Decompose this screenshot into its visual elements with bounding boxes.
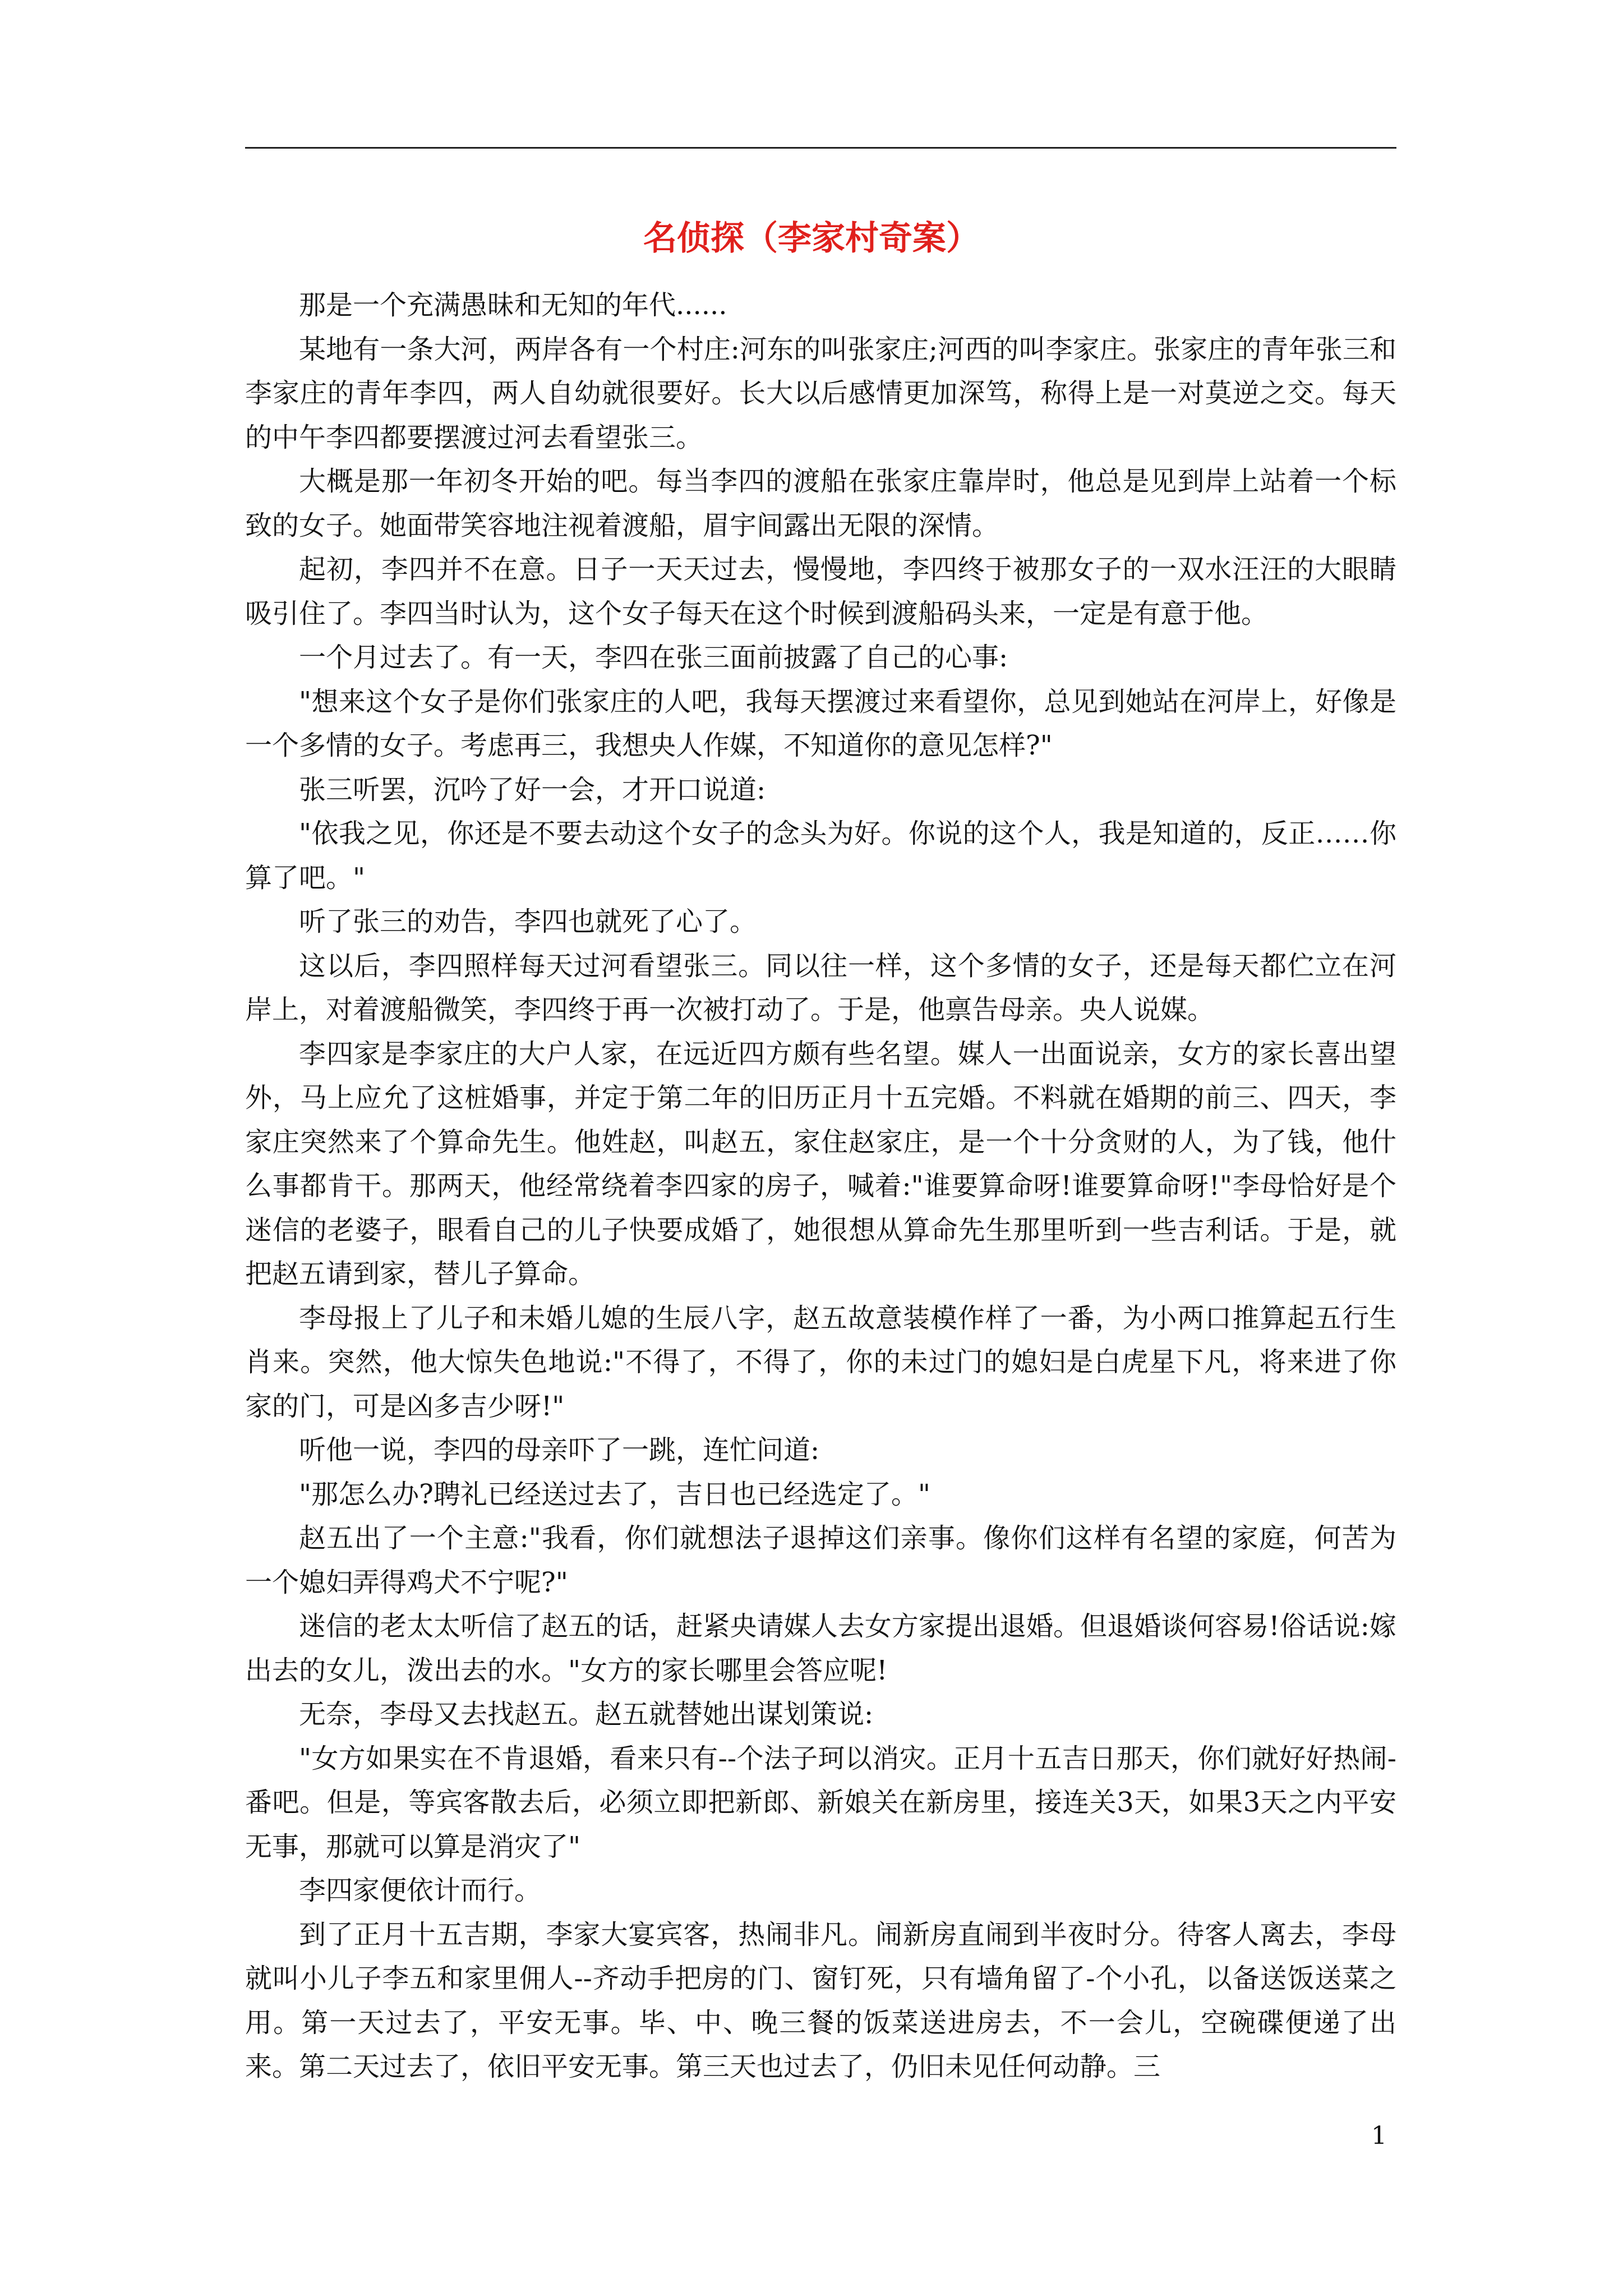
paragraph: 大概是那一年初冬开始的吧。每当李四的渡船在张家庄靠岸时，他总是见到岸上站着一个标致的女子。她面带笑容地注视着渡船，眉宇间露出无限的深情。 [245,466,1396,541]
paragraph: 无奈，李母又去找赵五。赵五就替她出谋划策说: [299,1699,874,1730]
paragraph: 听他一说，李四的母亲吓了一跳，连忙问道: [299,1434,820,1466]
document-body [245,283,1396,2089]
document-title: 名侦探（李家村奇案） [643,219,980,258]
paragraph: "那怎么办?聘礼已经送过去了，吉日也已经选定了。" [299,1478,930,1510]
paragraph: 一个月过去了。有一天，李四在张三面前披露了自己的心事: [299,642,1008,673]
paragraph: "想来这个女子是你们张家庄的人吧，我每天摆渡过来看望你，总见到她站在河岸上，好像是一个多情的女子。考虑再三，我想央人作媒，不知道你的意见怎样?" [245,685,1396,761]
paragraph: "依我之见，你还是不要去动这个女子的念头为好。你说的这个人，我是知道的，反正……你算了吧。" [245,818,1396,894]
paragraph: "女方如果实在不肯退婚，看来只有--个法子珂以消灾。正月十五吉日那天，你们就好好热闹-番吧。但是，等宾客散去后，必须立即把新郎、新娘关在新房里，接连关3天，如果3天之内平安无事，那就可以算是消灾了" [245,1742,1396,1862]
paragraph: 某地有一条大河，两岸各有一个村庄:河东的叫张家庄;河西的叫李家庄。张家庄的青年张三和李家庄的青年李四，两人自幼就很要好。长大以后感情更加深笃，称得上是一对莫逆之交。每天的中午李四都要摆渡过河去看望张三。 [245,333,1396,453]
paragraph: 李四家便依计而行。 [299,1875,542,1906]
paragraph: 这以后，李四照样每天过河看望张三。同以往一样，这个多情的女子，还是每天都伫立在河岸上，对着渡船微笑，李四终于再一次被打动了。于是，他禀告母亲。央人说媒。 [245,950,1396,1025]
paragraph: 赵五出了一个主意:"我看，你们就想法子退掉这们亲事。像你们这样有名望的家庭，何苦为一个媳妇弄得鸡犬不宁呢?" [245,1522,1396,1598]
paragraph: 李四家是李家庄的大户人家，在远近四方颇有些名望。媒人一出面说亲，女方的家长喜出望外，马上应允了这桩婚事，并定于第二年的旧历正月十五完婚。不料就在婚期的前三、四天，李家庄突然来了个算命先生。他姓赵，叫赵五，家住赵家庄，是一个十分贪财的人，为了钱，他什么事都肯干。那两天，他经常绕着李四家的房子，喊着:"谁要算命呀!谁要算命呀!"李母恰好是个迷信的老婆子，眼看自己的儿子快要成婚了，她很想从算命先生那里听到一些吉利话。于是，就把赵五请到家，替儿子算命。 [245,1038,1396,1290]
paragraph: 听了张三的劝告，李四也就死了心了。 [299,906,757,937]
paragraph: 张三听罢，沉吟了好一会，才开口说道: [299,774,766,806]
paragraph: 那是一个充满愚昧和无知的年代...... [299,289,727,321]
header-rule [245,147,1396,149]
paragraph: 李母报上了儿子和未婚儿媳的生辰八字，赵五故意装模作样了一番，为小两口推算起五行生肖来。突然，他大惊失色地说:"不得了，不得了，你的未过门的媳妇是白虎星下凡，将来进了你家的门，可是凶多吉少呀!" [245,1302,1396,1422]
paragraph: 起初，李四并不在意。日子一天天过去，慢慢地，李四终于被那女子的一双水汪汪的大眼睛吸引住了。李四当时认为，这个女子每天在这个时候到渡船码头来，一定是有意于他。 [245,554,1396,629]
paragraph: 到了正月十五吉期，李家大宴宾客，热闹非凡。闹新房直闹到半夜时分。待客人离去，李母就叫小儿子李五和家里佣人--齐动手把房的门、窗钉死，只有墙角留了-个小孔，以备送饭送菜之用。第一天过去了，平安无事。毕、中、晚三餐的饭菜送进房去，不一会儿，空碗碟便递了出来。第二天过去了，依旧平安无事。第三天也过去了，仍旧未见任何动静。三 [245,1918,1396,2082]
page-number: 1 [1371,2122,1387,2150]
paragraph: 迷信的老太太听信了赵五的话，赶紧央请媒人去女方家提出退婚。但退婚谈何容易!俗话说:嫁出去的女儿，泼出去的水。"女方的家长哪里会答应呢! [245,1611,1396,1686]
